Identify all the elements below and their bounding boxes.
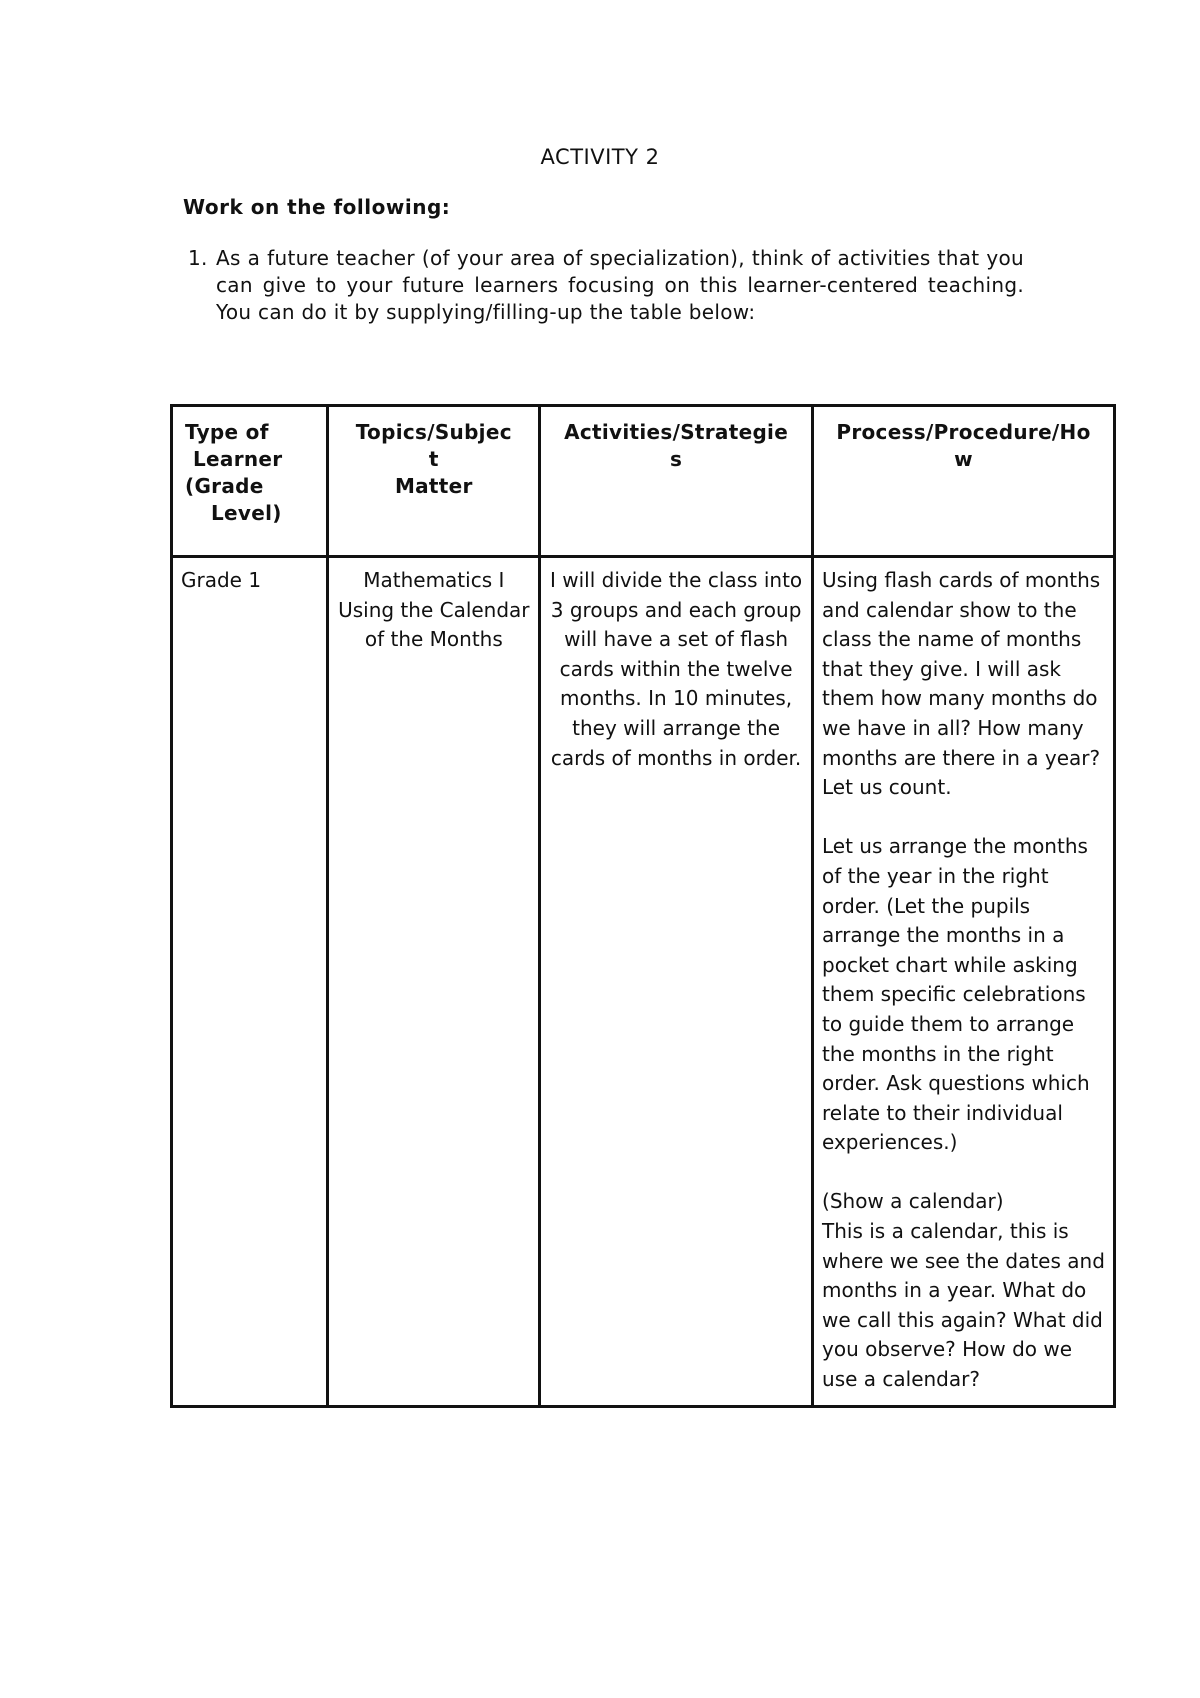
header-topics xyxy=(328,406,540,557)
header-topics-line: Matter xyxy=(394,474,473,498)
header-topics-line: Topics/Subjec xyxy=(355,420,512,444)
cell-activities: I will divide the class into 3 groups and each group will have a set of flash cards within the twelve months. In 10 minutes, they will arrange the cards of months in order. xyxy=(540,557,813,1407)
header-activities-line: s xyxy=(669,447,683,471)
header-type-line: Type of xyxy=(185,420,269,444)
header-process xyxy=(813,406,1115,557)
process-paragraph-line: This is a calendar, this is where we see the dates and months in a year. What do we call this again? What did you observe? How do we use a calendar? xyxy=(822,1219,1105,1392)
instruction-item-number: 1. xyxy=(188,246,208,270)
header-process-line: w xyxy=(954,447,973,471)
header-type-line: Level) xyxy=(211,501,282,525)
page-title: ACTIVITY 2 xyxy=(540,145,660,169)
header-process-line: Process/Procedure/Ho xyxy=(836,420,1091,444)
header-type-line: (Grade xyxy=(185,474,264,498)
process-paragraph-line: (Show a calendar) xyxy=(822,1189,1004,1214)
header-activities-line: Activities/Strategie xyxy=(564,420,789,444)
process-paragraph xyxy=(822,1187,1105,1394)
header-activities xyxy=(540,406,813,557)
table-header-row xyxy=(172,406,1115,557)
activity-table xyxy=(170,404,1116,1408)
process-paragraph: Let us arrange the months of the year in the right order. (Let the pupils arrange the months in a pocket chart while asking them specific celebrations to guide them to arrange the months in the right order. Ask questions which relate to their individual experiences.) xyxy=(822,834,1090,1155)
instruction-item xyxy=(188,245,1024,326)
instruction-heading: Work on the following: xyxy=(183,195,451,219)
header-type-line: Learner xyxy=(193,447,283,471)
process-paragraph: Using flash cards of months and calendar show to the class the name of months that they give. I will ask them how many months do we have in all? How many months are there in a year? Let us count. xyxy=(822,568,1101,800)
header-topics-line: t xyxy=(428,447,439,471)
instruction-item-text: As a future teacher (of your area of specialization), think of activities that you can give to your future learners focusing on this learner-centered teaching. You can do it by supplying/filling-up the table below: xyxy=(216,246,1024,324)
cell-type-of-learner: Grade 1 xyxy=(172,557,328,1407)
cell-process xyxy=(813,557,1115,1407)
cell-topics: Mathematics I Using the Calendar of the Months xyxy=(328,557,540,1407)
table-row xyxy=(172,557,1115,1407)
header-type-of-learner xyxy=(172,406,328,557)
